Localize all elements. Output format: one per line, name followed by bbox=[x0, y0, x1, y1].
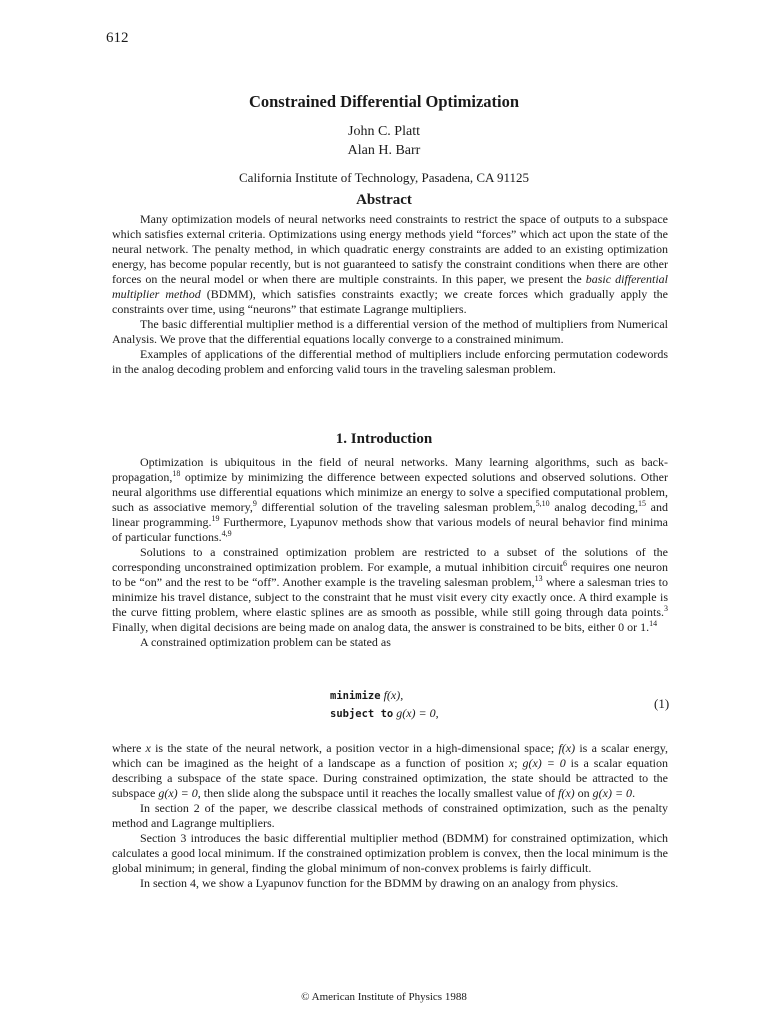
citation: 4,9 bbox=[221, 529, 232, 538]
intro-paragraph-1: Optimization is ubiquitous in the field of neural networks. Many learning algorithms, such as back-propagation,$^{18}$ optimize by minimizing the difference between expected solutions and observed solutions. Other neural algorithms use differential equations which minimize an energy to solve a specified computational problem, such as associative memory,$^9$ differential solution of the traveling salesman problem,$^{5,10}$ analog decoding,$^{15}$ and linear programming.$^{19}$ Furthermore, Lyapunov methods show that various models of neural behavior find minima of particular functions.$^{4,9}$ bbox=[112, 455, 669, 544]
intro-paragraph-6: Section 3 introduces the basic differential multiplier method (BDMM) for constrained optimization, which calculates a good local minimum. If the constrained optimization problem is convex, then the local minimum is the global minimum; in general, finding the global minimum of non-convex problems is fairly difficult. bbox=[112, 831, 668, 875]
introduction-body-top bbox=[112, 455, 668, 650]
author-2: Alan H. Barr bbox=[347, 143, 421, 158]
citation: 6 bbox=[563, 559, 567, 568]
intro-paragraph-2: Solutions to a constrained optimization problem are restricted to a subset of the solutions of the corresponding unconstrained optimization problem. For example, a mutual inhibition circuit$^6$ requires one neuron to be “on” and the rest to be “off”. Another example is the traveling salesman problem,$^{13}$ where a salesman tries to minimize his travel distance, subject to the constraint that he must visit every city exactly once. A third example is the curve fitting problem, where elastic splines are as smooth as possible, while still going through data points.$^3$ Finally, when digital decisions are being made on analog data, the answer is constrained to be bits, either 0 or 1.14 bbox=[112, 545, 668, 634]
abstract-paragraph-3: Examples of applications of the differential method of multipliers include enforcing permutation codewords in the analog decoding problem and enforcing valid tours in the traveling salesman problem. bbox=[112, 347, 668, 376]
intro-paragraph-7: In section 4, we show a Lyapunov function for the BDMM by drawing on an analogy from physics. bbox=[140, 876, 619, 890]
intro-paragraph-3: A constrained optimization problem can be stated as bbox=[140, 635, 391, 649]
citation: 14 bbox=[649, 619, 658, 628]
citation: 9 bbox=[252, 499, 257, 508]
citation: 19 bbox=[211, 514, 220, 523]
affiliation: California Institute of Technology, Pasadena, CA 91125 bbox=[239, 170, 529, 185]
introduction-body-bottom bbox=[112, 741, 668, 891]
abstract-paragraph-2: The basic differential multiplier method is a differential version of the method of multipliers from Numerical Analysis. We prove that the differential equations locally converge to a constrained minimum. bbox=[112, 317, 668, 346]
citation: 5,10 bbox=[535, 499, 550, 508]
intro-paragraph-4: where x is the state of the neural network, a position vector in a high-dimensional space; f(x) is a scalar energy, which can be imagined as the height of a landscape as a function of position x; g(x) = 0 is a scalar equation describing a subspace of the state space. During constrained optimization, the state should be attracted to the subspace g(x) = 0, then slide along the subspace until it reaches the locally smallest value of f(x) on g(x) = 0. bbox=[112, 741, 668, 800]
citation: 18 bbox=[172, 469, 181, 478]
page-number: 612 bbox=[106, 30, 129, 46]
abstract-body bbox=[112, 212, 668, 377]
abstract-heading: Abstract bbox=[356, 192, 412, 208]
equation-1 bbox=[0, 688, 768, 724]
abstract-paragraph-1: Many optimization models of neural networks need constraints to restrict the space of outputs to a subspace which satisfies external criteria. Optimizations using energy methods yield “forces” which act upon the state of the neural network. The penalty method, in which quadratic energy constraints are added to an existing optimization energy, has become popular recently, but is not guaranteed to satisfy the constraint conditions when there are other forces on the neural model or when there are multiple constraints. In this paper, we present the basic differential multiplier method (BDMM), which satisfies constraints exactly; we create forces which gradually apply the constraints over time, using “neurons” that estimate Lagrange multipliers. bbox=[112, 212, 668, 316]
equation-number: (1) bbox=[654, 696, 670, 711]
bdmm-emphasis: basic differential multiplier method bbox=[112, 272, 668, 301]
equation-line-minimize: minimize f(x), bbox=[330, 688, 404, 702]
citation: 13 bbox=[534, 574, 543, 583]
introduction-heading: 1. Introduction bbox=[335, 431, 433, 447]
citation: 3 bbox=[664, 604, 668, 613]
copyright-footer: © American Institute of Physics 1988 bbox=[301, 991, 467, 1003]
equation-line-constraint: subject to g(x) = 0, bbox=[330, 706, 439, 720]
author-1: John C. Platt bbox=[348, 124, 420, 139]
paper-title: Constrained Differential Optimization bbox=[248, 92, 520, 111]
intro-paragraph-5: In section 2 of the paper, we describe classical methods of constrained optimization, such as the penalty method and Lagrange multipliers. bbox=[112, 801, 668, 830]
citation: 15 bbox=[638, 499, 646, 508]
